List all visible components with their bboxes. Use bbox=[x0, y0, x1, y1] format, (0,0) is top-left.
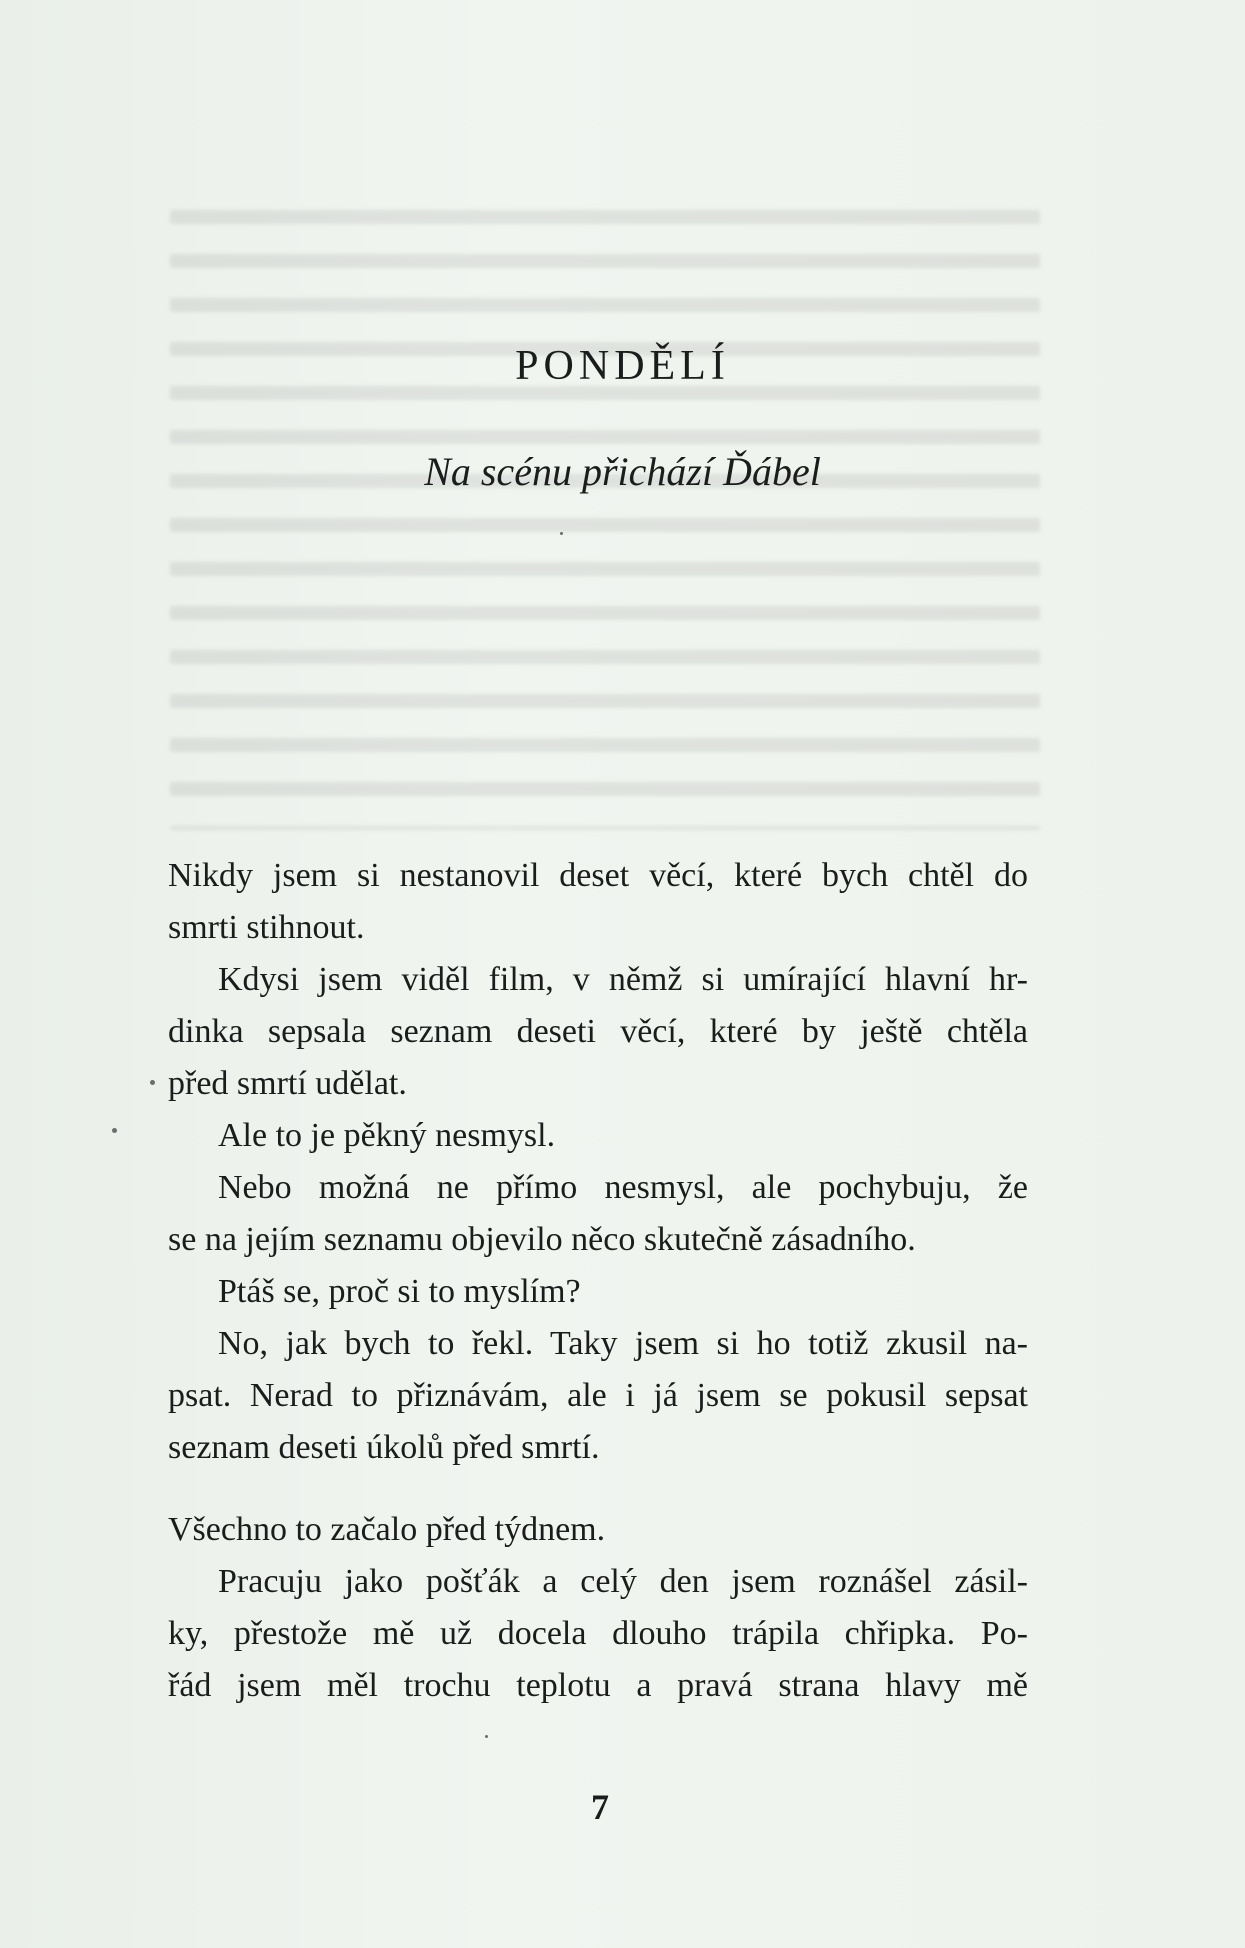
paper-speck bbox=[560, 532, 563, 535]
text-line: dinka sepsala seznam deseti věcí, které by ještě chtěla bbox=[168, 1013, 1028, 1050]
chapter-title: PONDĚLÍ bbox=[515, 343, 730, 389]
paragraph bbox=[168, 1504, 1028, 1556]
paragraph bbox=[168, 1162, 1028, 1266]
text-line: Ptáš se, proč si to myslím? bbox=[218, 1273, 581, 1310]
text-line: Nebo možná ne přímo nesmysl, ale pochybuju, že bbox=[218, 1169, 1028, 1206]
paper-speck bbox=[150, 1080, 155, 1085]
text-line: před smrtí udělat. bbox=[168, 1065, 407, 1102]
bleed-through-texture bbox=[170, 210, 1040, 830]
paragraph bbox=[168, 1110, 1028, 1162]
text-line: Pracuju jako pošťák a celý den jsem roznášel zásil- bbox=[218, 1563, 1028, 1600]
paragraph bbox=[168, 954, 1028, 1110]
body-text-block-1 bbox=[168, 850, 1028, 1474]
paper-speck bbox=[112, 1128, 117, 1133]
text-line: Všechno to začalo před týdnem. bbox=[168, 1511, 606, 1548]
text-line: ky, přestože mě už docela dlouho trápila chřipka. Po- bbox=[168, 1615, 1028, 1652]
chapter-subtitle: Na scénu přichází Ďábel bbox=[424, 449, 821, 494]
text-line: seznam deseti úkolů před smrtí. bbox=[168, 1429, 600, 1466]
paragraph bbox=[168, 1556, 1028, 1712]
page-number: 7 bbox=[591, 1787, 609, 1827]
text-line: No, jak bych to řekl. Taky jsem si ho totiž zkusil na- bbox=[218, 1325, 1028, 1362]
text-line: se na jejím seznamu objevilo něco skutečně zásadního. bbox=[168, 1221, 916, 1258]
text-line: Kdysi jsem viděl film, v němž si umírající hlavní hr- bbox=[218, 961, 1028, 998]
paragraph bbox=[168, 1266, 1028, 1318]
paragraph bbox=[168, 850, 1028, 954]
text-line: Nikdy jsem si nestanovil deset věcí, které bych chtěl do bbox=[168, 857, 1028, 894]
text-line: Ale to je pěkný nesmysl. bbox=[218, 1117, 556, 1154]
text-line: psat. Nerad to přiznávám, ale i já jsem se pokusil sepsat bbox=[168, 1377, 1028, 1414]
body-text-block-2 bbox=[168, 1504, 1028, 1712]
text-line: smrti stihnout. bbox=[168, 909, 365, 946]
paper-speck bbox=[485, 1735, 488, 1738]
text-line: řád jsem měl trochu teplotu a pravá strana hlavy mě bbox=[168, 1667, 1028, 1704]
paragraph bbox=[168, 1318, 1028, 1474]
